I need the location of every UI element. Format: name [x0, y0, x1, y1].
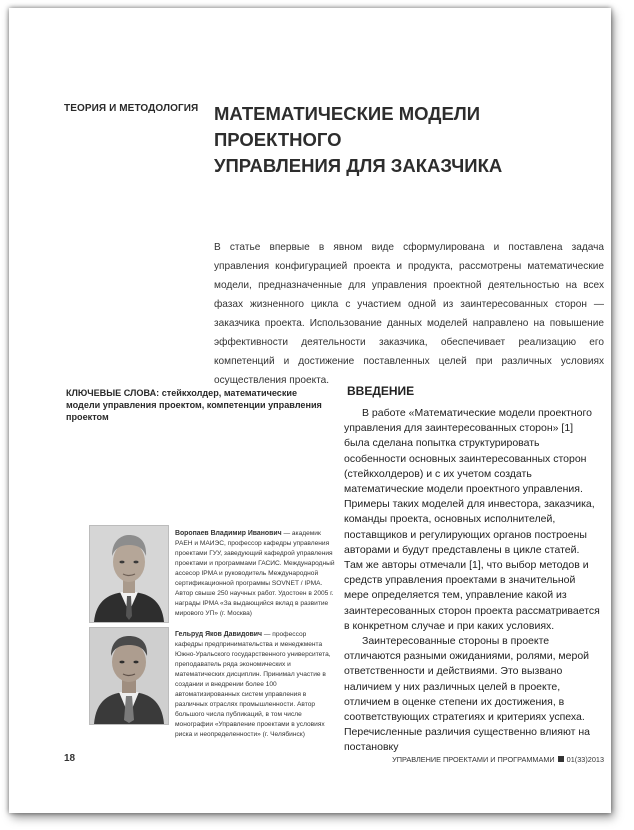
journal-page — [9, 8, 611, 813]
author-bio-voropaev — [175, 529, 335, 619]
author-description: — профессор кафедры предпринимательства и менеджмента Южно-Уральского государственного университета, преподаватель ряда экономических и математических дисциплин. Принимал участие в создании и внедрении более 100 автоматизированных систем управления в различных отраслях промышленности. Автор большого числа публикаций, в том числе монографии «Управление проектами в условиях риска и неопределенности» (г. Челябинск) — [175, 631, 331, 738]
square-bullet-icon — [558, 756, 564, 762]
author-photo-gelrud — [89, 627, 169, 725]
keywords: КЛЮЧЕВЫЕ СЛОВА: стейкхолдер, математические модели управления проектом, компетенции управления проектом — [66, 388, 322, 422]
article-title-line-2: УПРАВЛЕНИЯ ДЛЯ ЗАКАЗЧИКА — [214, 155, 503, 176]
author-name: Воропаев Владимир Иванович — [175, 530, 282, 537]
author-description: — академик РАЕН и МАИЭС, профессор кафедры управления проектами ГУУ, заведующий кафедрой управления проектами и программами ГАСИС. Международный ассесор IPMA и руководитель Международной сертификационной программы SOVNET / IPMA. Автор свыше 250 научных работ. Удостоен в 2005 г. награды IPMA «За выдающийся вклад в развитие мирового УП» (г. Москва) — [175, 530, 335, 617]
journal-footer — [349, 755, 604, 764]
intro-text — [344, 406, 601, 756]
author-photo-voropaev — [89, 525, 169, 623]
intro-paragraph-2: Заинтересованные стороны в проекте отличаются разными ожиданиями, ролями, мерой ответственности и действиями. Это вызвано наличием у них различных целей в проекте, отличием в оценке степени их достижения, в соответствующих стратегиях и критериях успеха. Перечисленные различия существенно влияют на постановку — [344, 635, 590, 754]
abstract: В статье впервые в явном виде сформулирована и поставлена задача управления конфигурацией проекта и продукта, рассмотрены математические модели, предназначенные для управления проектной деятельностью на всех фазах жизненного цикла с участием одной из заинтересованных сторон — заказчика проекта. Использование данных моделей направлено на повышение эффективности деятельности заказчика, обеспечивает реализацию его компетенций и достижение поставленных целей при различных условиях осуществления проекта. — [214, 242, 604, 386]
page-number: 18 — [64, 753, 76, 764]
article-title-line-1: МАТЕМАТИЧЕСКИЕ МОДЕЛИ ПРОЕКТНОГО — [214, 103, 481, 150]
journal-issue: 01(33)2013 — [566, 755, 604, 764]
author-name: Гельруд Яков Давидович — [175, 631, 263, 638]
section-label: ТЕОРИЯ И МЕТОДОЛОГИЯ — [64, 103, 199, 114]
article-title — [214, 101, 604, 179]
intro-heading: ВВЕДЕНИЕ — [347, 384, 415, 398]
journal-name: УПРАВЛЕНИЕ ПРОЕКТАМИ И ПРОГРАММАМИ — [392, 755, 555, 764]
author-bio-gelrud — [175, 630, 335, 740]
intro-paragraph-1: В работе «Математические модели проектного управления для заинтересованных сторон» [1] была сделана попытка структурировать особенности основных заинтересованных сторон (стейкхолдеров) и с их учетом создать математические модели проектного управления. Примеры таких моделей для инвестора, заказчика, команды проекта, основных исполнителей, поставщиков и регулирующих органов построены авторами и будут представлены в цикле статей. Там же авторы отмечали [1], что выбор методов и средств управления проектами в значительной мере определяется тем, управление какой из заинтересованных сторон проекта рассматривается в конкретном случае и при каких условиях. — [344, 407, 600, 632]
